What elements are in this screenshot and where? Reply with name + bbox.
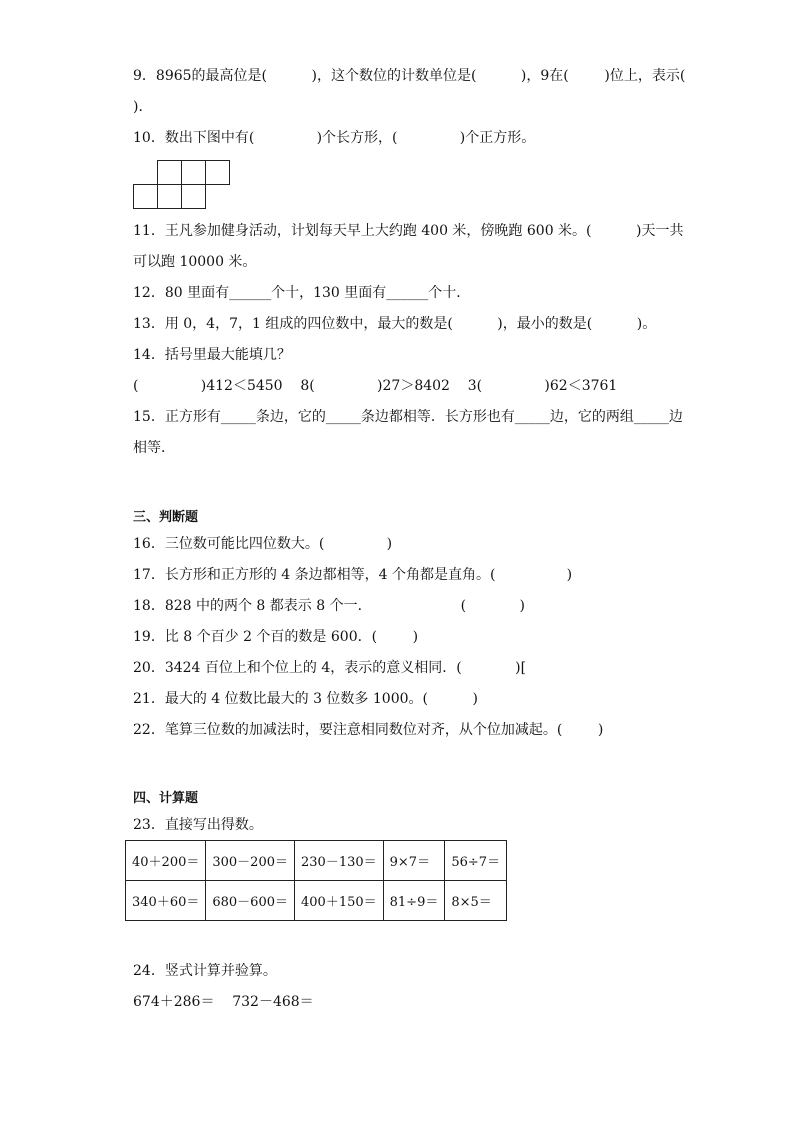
question-15-line-2: 相等． <box>133 440 175 456</box>
question-11-line-1: 11．王凡参加健身活动，计划每天早上大约跑 400 米，傍晚跑 600 米。( )天一共 <box>133 223 684 239</box>
table-cell: 81÷9＝ <box>383 881 445 921</box>
table-cell: 8×5＝ <box>445 881 507 921</box>
rectangle-grid-figure <box>133 160 231 209</box>
grid-cell <box>157 184 182 209</box>
table-cell: 9×7＝ <box>383 841 445 881</box>
question-20: 20．3424 百位上和个位上的 4，表示的意义相同．( )[ <box>133 660 527 676</box>
table-cell: 400＋150＝ <box>295 881 384 921</box>
question-9-line-2: )． <box>133 99 153 115</box>
table-cell: 340＋60＝ <box>126 881 206 921</box>
calc-table <box>125 840 507 921</box>
table-row <box>126 881 507 921</box>
question-18: 18．828 中的两个 8 都表示 8 个一． ( ) <box>133 598 525 614</box>
question-24: 24．竖式计算并验算。 <box>133 963 277 979</box>
grid-cell <box>181 184 206 209</box>
question-17: 17．长方形和正方形的 4 条边都相等，4 个角都是直角。( ) <box>133 567 573 583</box>
question-14: 14．括号里最大能填几？ <box>133 347 291 363</box>
question-16: 16．三位数可能比四位数大。( ) <box>133 536 393 552</box>
question-15-line-1: 15．正方形有_____条边，它的_____条边都相等．长方形也有_____边，它的两组_____边 <box>133 409 683 425</box>
question-13: 13．用 0，4，7，1 组成的四位数中，最大的数是( )，最小的数是( )。 <box>133 316 657 332</box>
table-cell: 56÷7＝ <box>445 841 507 881</box>
table-cell: 230－130＝ <box>295 841 384 881</box>
table-cell: 680－600＝ <box>206 881 295 921</box>
question-10: 10．数出下图中有( )个长方形，( )个正方形。 <box>133 130 536 146</box>
question-24-items: 674＋286＝ 732－468＝ <box>133 994 314 1010</box>
question-9-line-1: 9．8965的最高位是( )，这个数位的计数单位是( )，9在( )位上，表示( <box>133 68 686 84</box>
grid-cell <box>133 184 158 209</box>
question-22: 22．笔算三位数的加减法时，要注意相同数位对齐，从个位加减起。( ) <box>133 722 604 738</box>
question-12: 12．80 里面有______个十，130 里面有______个十． <box>133 285 471 301</box>
grid-cell <box>181 160 206 185</box>
grid-cell <box>205 160 230 185</box>
question-11-line-2: 可以跑 10000 米。 <box>133 254 257 270</box>
table-cell: 40＋200＝ <box>126 841 206 881</box>
section-heading-calc: 四、计算题 <box>133 791 199 806</box>
section-heading-judge: 三、判断题 <box>133 510 199 525</box>
table-cell: 300－200＝ <box>206 841 295 881</box>
question-19: 19．比 8 个百少 2 个百的数是 600．( ) <box>133 629 419 645</box>
question-14-items: ( )412＜5450 8( )27＞8402 3( )62＜3761 <box>133 378 618 394</box>
question-21: 21．最大的 4 位数比最大的 3 位数多 1000。( ) <box>133 691 478 707</box>
question-23: 23．直接写出得数。 <box>133 817 263 833</box>
table-row <box>126 841 507 881</box>
grid-cell <box>157 160 182 185</box>
